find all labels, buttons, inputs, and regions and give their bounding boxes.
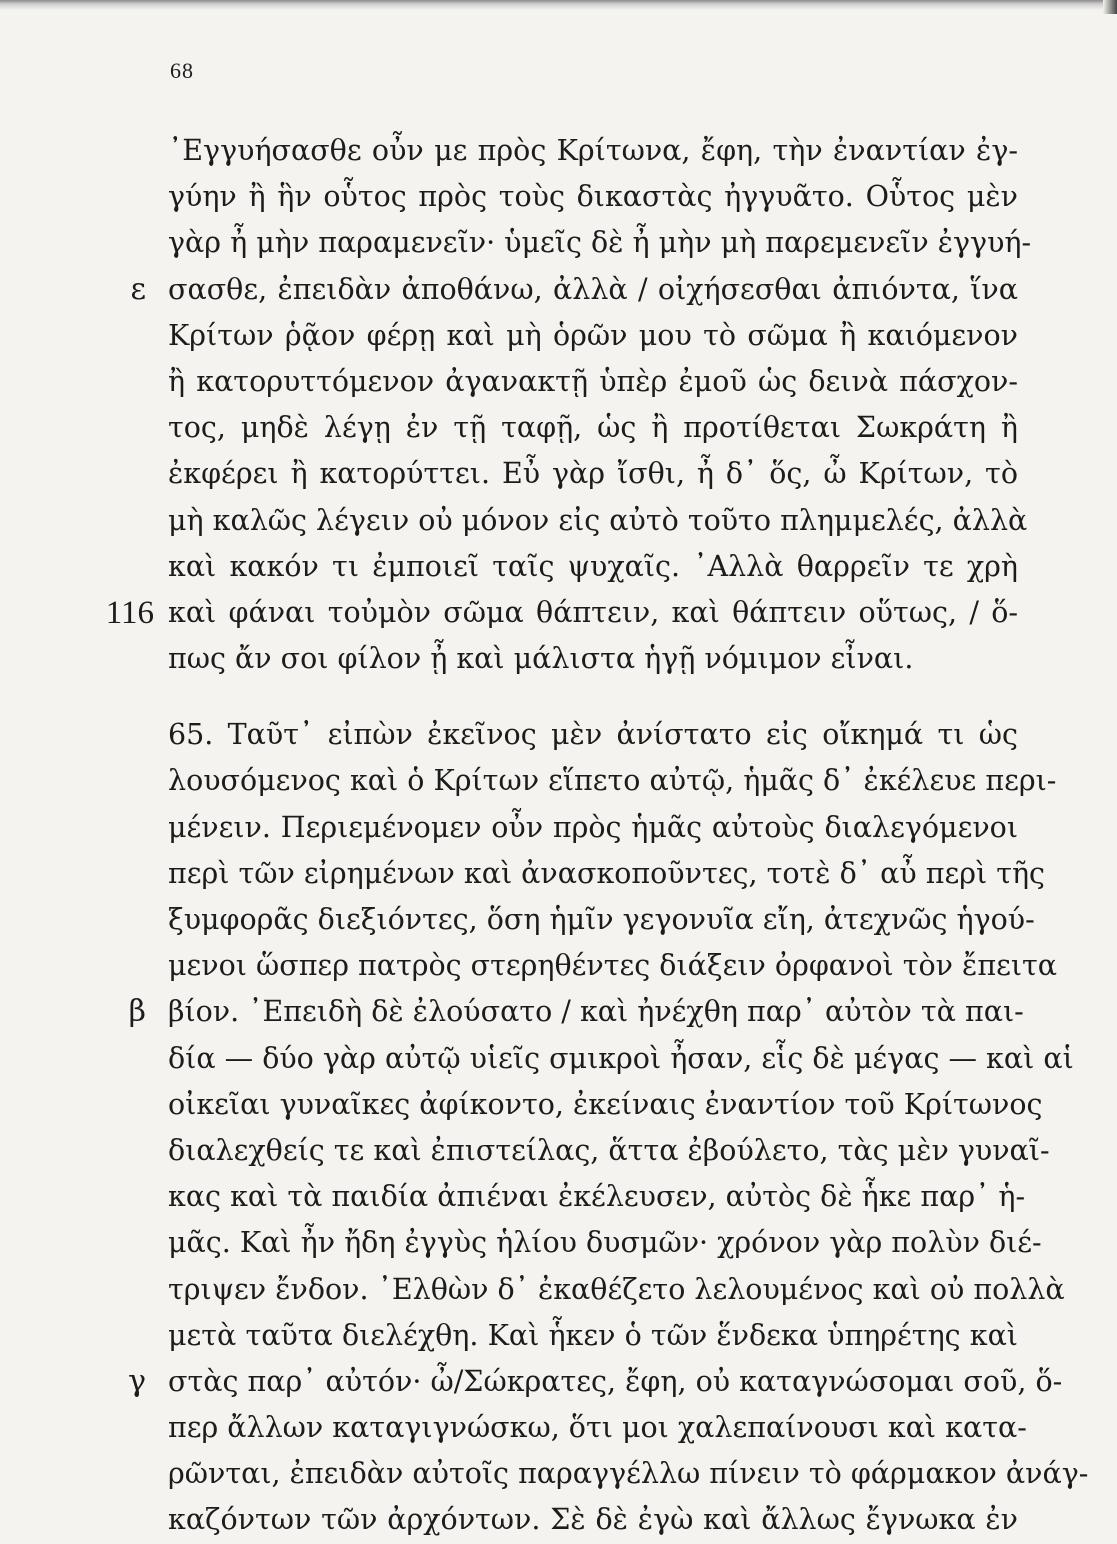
page-top-edge (0, 0, 1117, 10)
stephanus-margin-marker: γ (128, 1363, 146, 1399)
stephanus-margin-marker: β (128, 994, 146, 1030)
text-line: γὰρ ἦ μὴν παραμενεῖν· ὑμεῖς δὲ ἦ μὴν μὴ παρεμενεῖν ἐγγυή- (168, 226, 1032, 260)
text-line: τος, μηδὲ λέγῃ ἐν τῇ ταφῇ, ὡς ἢ προτίθεται Σωκράτη ἢ (168, 411, 1018, 445)
paragraph-gap (168, 682, 1018, 712)
text-line: περὶ τῶν εἰρημένων καὶ ἀνασκοποῦντες, τοτὲ δ᾿ αὖ περὶ τῆς (168, 856, 1046, 890)
text-line: οἰκεῖαι γυναῖκες ἀφίκοντο, ἐκείναις ἐναντίον τοῦ Κρίτωνος (168, 1087, 1043, 1121)
text-line: τριψεν ἔνδον. ᾿Ελθὼν δ᾿ ἐκαθέζετο λελουμένος καὶ οὐ πολλὰ (168, 1272, 1065, 1306)
stephanus-margin-marker: 116 (105, 594, 154, 631)
text-line: μένειν. Περιεμένομεν οὖν πρὸς ἡμᾶς αὐτοὺς διαλεγόμενοι (168, 810, 1018, 844)
text-line: πως ἄν σοι φίλον ᾖ καὶ μάλιστα ἡγῇ νόμιμον εἶναι. (168, 642, 914, 676)
text-line: διαλεχθείς τε καὶ ἐπιστείλας, ἅττα ἐβούλετο, τὰς μὲν γυναῖ- (168, 1133, 1050, 1167)
text-line: ᾿Εγγυήσασθε οὖν με πρὸς Κρίτωνα, ἔφη, τὴν ἐναντίαν ἐγ- (168, 134, 1018, 167)
text-line: λουσόμενος καὶ ὁ Κρίτων εἵπετο αὐτῷ, ἡμᾶς δ᾿ ἐκέλευε περι- (168, 764, 1057, 798)
text-line: βίον. ᾿Επειδὴ δὲ ἐλούσατο / καὶ ἠνέχθη παρ᾿ αὐτὸν τὰ παι- β (168, 989, 1018, 1035)
text-block (105, 128, 1089, 1544)
page-corner-shadow (1103, 0, 1117, 14)
text-line: μὴ καλῶς λέγειν οὐ μόνον εἰς αὐτὸ τοῦτο πλημμελές, ἀλλὰ (168, 503, 1028, 537)
text-line: καζόντων τῶν ἀρχόντων. Σὲ δὲ ἐγὼ καὶ ἄλλως ἔγνωκα ἐν (168, 1503, 1018, 1537)
text-line: 65. Ταῦτ᾿ εἰπὼν ἐκεῖνος μὲν ἀνίστατο εἰς οἴκημά τι ὡς (168, 718, 1018, 752)
text-line: ἢ κατορυττόμενον ἀγανακτῇ ὑπὲρ ἐμοῦ ὡς δεινὰ πάσχον- (168, 364, 1018, 398)
text-line: ἐκφέρει ἢ κατορύττει. Εὖ γὰρ ἴσθι, ἦ δ᾿ ὅς, ὦ Κρίτων, τὸ (168, 457, 1018, 491)
text-line: γύην ἢ ἣν οὗτος πρὸς τοὺς δικαστὰς ἠγγυᾶτο. Οὗτος μὲν (168, 180, 1018, 214)
text-line: Κρίτων ῥᾷον φέρῃ καὶ μὴ ὁρῶν μου τὸ σῶμα ἢ καιόμενον (168, 318, 1018, 352)
text-line: περ ἄλλων καταγιγνώσκω, ὅτι μοι χαλεπαίνουσι καὶ κατα- (168, 1411, 1027, 1445)
text-line: κας καὶ τὰ παιδία ἀπιέναι ἐκέλευσεν, αὐτὸς δὲ ἧκε παρ᾿ ἡ- (168, 1180, 1026, 1214)
text-line: μετὰ ταῦτα διελέχθη. Καὶ ἧκεν ὁ τῶν ἕνδεκα ὑπηρέτης καὶ (168, 1318, 1018, 1352)
stephanus-margin-marker: ε (130, 271, 146, 307)
text-line: μᾶς. Καὶ ἦν ἤδη ἐγγὺς ἡλίου δυσμῶν· χρόνον γὰρ πολὺν διέ- (168, 1226, 1042, 1260)
text-line: σασθε, ἐπειδὰν ἀποθάνω, ἀλλὰ / οἰχήσεσθαι ἀπιόντα, ἵνα ε (168, 267, 1018, 313)
text-line: στὰς παρ᾿ αὐτόν· ὦ/Σώκρατες, ἔφη, οὐ καταγνώσομαι σοῦ, ὅ- γ (168, 1359, 1018, 1405)
page-number: 68 (170, 58, 194, 83)
text-line: δία — δύο γὰρ αὐτῷ υἱεῖς σμικροὶ ἦσαν, εἷς δὲ μέγας — καὶ αἱ (168, 1041, 1074, 1075)
text-line: καὶ κακόν τι ἐμποιεῖ ταῖς ψυχαῖς. ᾿Αλλὰ θαρρεῖν τε χρὴ (168, 549, 1018, 583)
text-line: ξυμφορᾶς διεξιόντες, ὅση ἡμῖν γεγονυῖα εἴη, ἀτεχνῶς ἡγού- (168, 903, 1035, 936)
text-line: καὶ φάναι τοὐμὸν σῶμα θάπτειν, καὶ θάπτειν οὕτως, / ὅ- 116 (168, 590, 1018, 636)
text-line: μενοι ὥσπερ πατρὸς στερηθέντες διάξειν ὀρφανοὶ τὸν ἔπειτα (168, 949, 1058, 983)
text-line: ρῶνται, ἐπειδὰν αὐτοῖς παραγγέλλω πίνειν τὸ φάρμακον ἀνάγ- (168, 1457, 1089, 1491)
